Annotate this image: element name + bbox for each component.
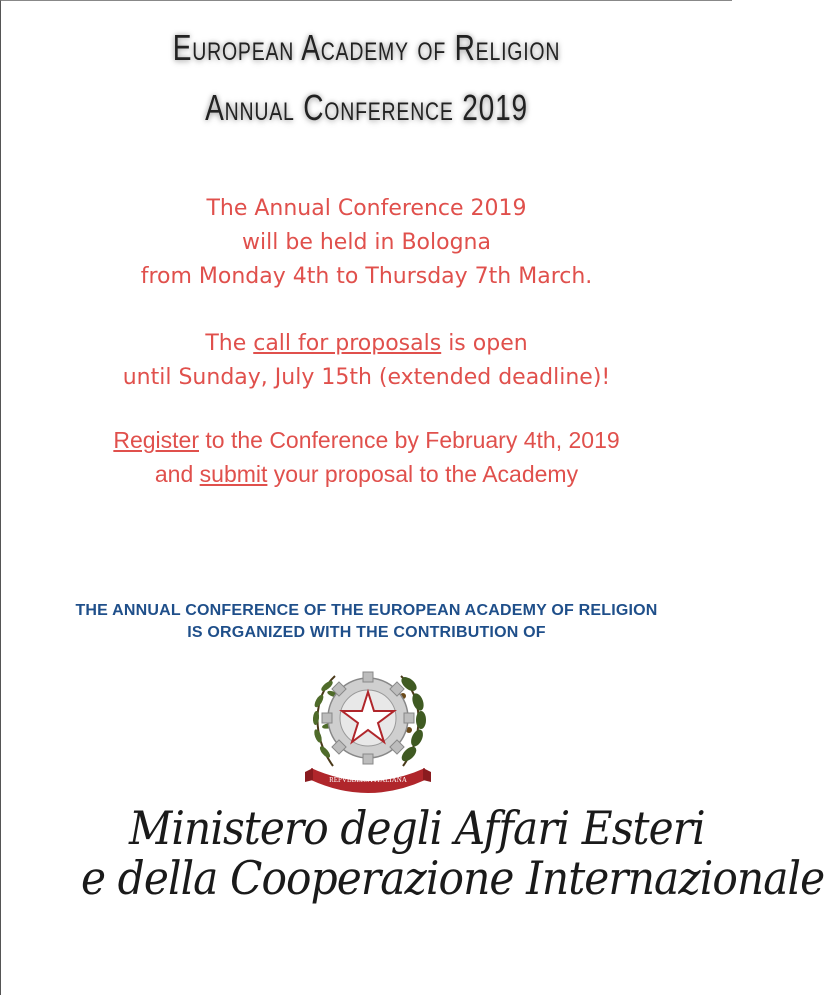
title-line-2: Annual Conference 2019 [205, 87, 528, 128]
register-rest: to the Conference by February 4th, 2019 [199, 427, 620, 453]
call-suffix: is open [441, 331, 528, 356]
contribution-line-2: IS ORGANIZED WITH THE CONTRIBUTION OF [187, 624, 546, 641]
ministry-line-2: e della Cooperazione Internazionale [81, 851, 824, 905]
italian-republic-emblem [305, 656, 431, 792]
submit-rest: your proposal to the Academy [267, 461, 579, 487]
announcement-line-1: The Annual Conference 2019 [206, 196, 527, 221]
title-line-1: European Academy of Religion [172, 27, 561, 68]
register-link[interactable]: Register [113, 427, 199, 453]
submit-prefix: and [154, 461, 200, 487]
call-for-proposals-link[interactable]: call for proposals [253, 331, 442, 356]
register-line-1 [1, 423, 732, 457]
call-line-1 [1, 327, 732, 361]
announcement-line-3: from Monday 4th to Thursday 7th March. [140, 264, 593, 289]
contribution-line-1: THE ANNUAL CONFERENCE OF THE EUROPEAN ACADEMY OF RELIGION [75, 602, 658, 619]
ministry-line-1: Ministero degli Affari Esteri [129, 801, 705, 855]
submit-link[interactable]: submit [199, 461, 268, 487]
register-line-2 [1, 457, 732, 491]
call-line-2: until Sunday, July 15th (extended deadline)! [122, 365, 611, 390]
call-prefix: The [205, 331, 254, 356]
ribbon-text: REPVBBLICA ITALIANA [329, 776, 407, 784]
announcement-line-2: will be held in Bologna [242, 230, 491, 255]
